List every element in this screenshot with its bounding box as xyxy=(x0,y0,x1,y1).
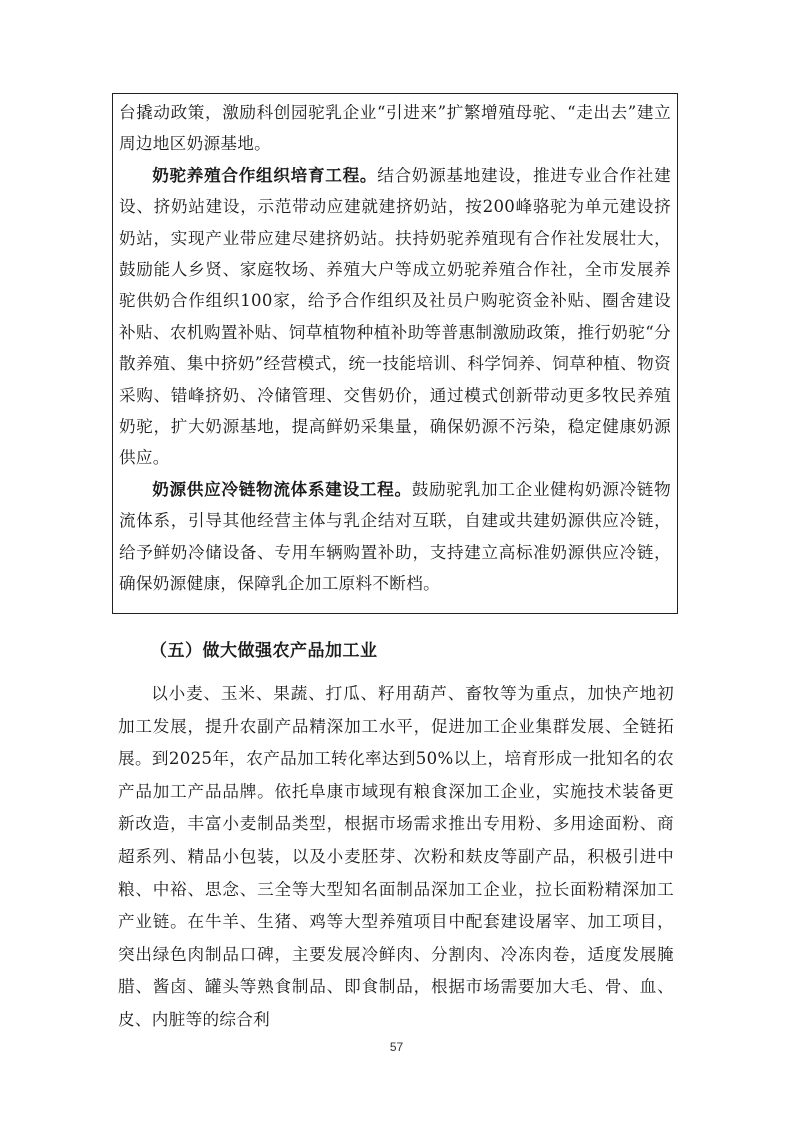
box-paragraph-continuation: 台撬动政策，激励科创园驼乳企业“引进来”扩繁增殖母驼、“走出去”建立周边地区奶源基地。 xyxy=(119,103,671,154)
boxed-project-section xyxy=(112,93,678,614)
box-paragraph-cold-chain xyxy=(119,474,671,600)
page-number: 57 xyxy=(389,1040,404,1054)
section-body xyxy=(118,678,674,1037)
project-text-camel-cooperative: 结合奶源基地建设，推进专业合作社建设、挤奶站建设，示范带动应建就建挤奶站，按200峰骆驼为单元建设挤奶站，实现产业带应建尽建挤奶站。扶持奶驼养殖现有合作社发展壮大，鼓励能人乡贤、家庭牧场、养殖大户等成立奶驼养殖合作社，全市发展养驼供奶合作组织100家，给予合作组织及社员户购驼资金补贴、圈舍建设补贴、农机购置补贴、饲草植物种植补助等普惠制激励政策，推行奶驼“分散养殖、集中挤奶”经营模式，统一技能培训、科学饲养、饲草种植、物资采购、错峰挤奶、冷储管理、交售奶价，通过模式创新带动更多牧民养殖奶驼，扩大奶源基地，提高鲜奶采集量，确保奶源不污染，稳定健康奶源供应。 xyxy=(119,165,671,468)
box-paragraph-camel-cooperative xyxy=(119,160,671,474)
section-body-paragraph: 以小麦、玉米、果蔬、打瓜、籽用葫芦、畜牧等为重点，加快产地初加工发展，提升农副产品精深加工水平，促进加工企业集群发展、全链拓展。到2025年，农产品加工转化率达到50%以上，培育形成一批知名的农产品加工产品品牌。依托阜康市域现有粮食深加工企业，实施技术装备更新改造，丰富小麦制品类型，根据市场需求推出专用粉、多用途面粉、商超系列、精品小包装，以及小麦胚芽、次粉和麸皮等副产品，积极引进中粮、中裕、思念、三全等大型知名面制品深加工企业，拉长面粉精深加工产业链。在牛羊、生猪、鸡等大型养殖项目中配套建设屠宰、加工项目，突出绿色肉制品口碑，主要发展冷鲜肉、分割肉、冷冻肉卷，适度发展腌腊、酱卤、罐头等熟食制品、即食制品，根据市场需要加大毛、骨、血、皮、内脏等的综合利 xyxy=(118,684,674,1029)
project-title-camel-cooperative: 奶驼养殖合作组织培育工程。 xyxy=(152,164,378,185)
project-title-cold-chain: 奶源供应冷链物流体系建设工程。 xyxy=(152,478,412,499)
project-text-cold-chain: 鼓励驼乳加工企业健构奶源冷链物流体系，引导其他经营主体与乳企结对互联，自建或共建奶源供应冷链，给予鲜奶冷储设备、专用车辆购置补助，支持建立高标准奶源供应冷链，确保奶源健康，保障乳企加工原料不断档。 xyxy=(119,479,672,594)
section-heading: （五）做大做强农产品加工业 xyxy=(150,641,378,661)
